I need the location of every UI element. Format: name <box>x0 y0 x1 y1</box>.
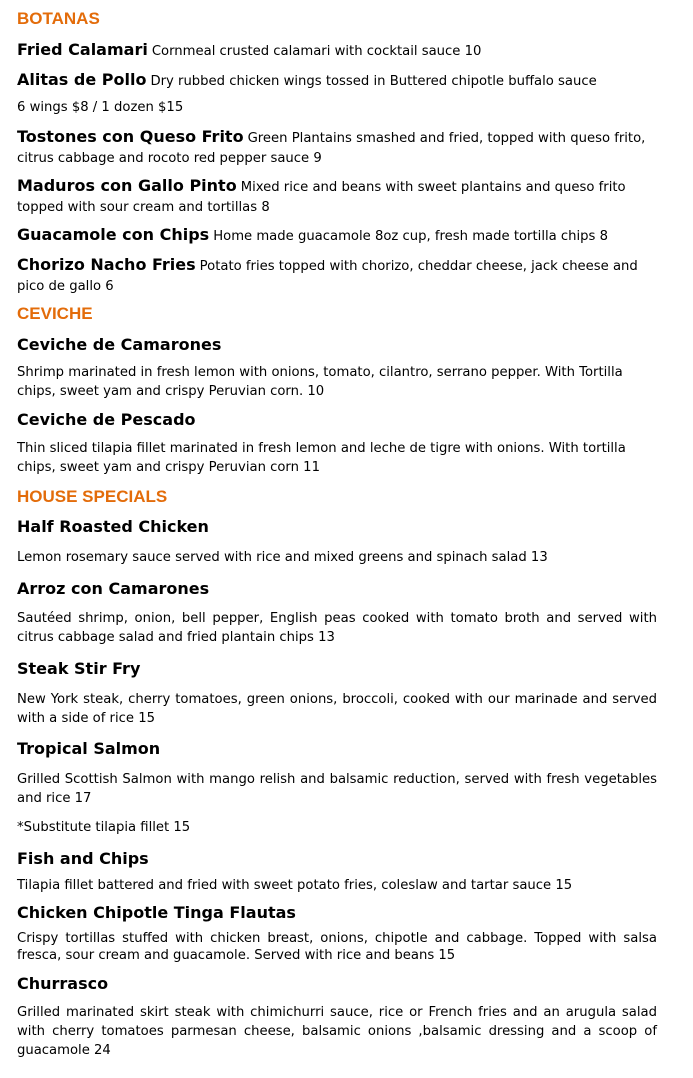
section-title-house-specials: HOUSE SPECIALS <box>17 487 168 506</box>
item-description: Home made guacamole 8oz cup, fresh made tortilla chips 8 <box>213 229 609 244</box>
item-name: Chorizo Nacho Fries <box>17 255 196 274</box>
item-description: Potato fries topped with chorizo, cheddar cheese, jack cheese and pico de gallo 6 <box>17 259 638 294</box>
item-name: Half Roasted Chicken <box>17 517 209 536</box>
item-name: Tropical Salmon <box>17 739 161 758</box>
item-name: Fried Calamari <box>17 40 148 59</box>
item-name: Alitas de Pollo <box>17 70 147 89</box>
menu-item-tostones <box>17 127 657 168</box>
menu-item-fried-calamari <box>17 40 657 61</box>
item-name: Churrasco <box>17 974 109 993</box>
menu-item-guacamole <box>17 225 657 246</box>
item-name: Guacamole con Chips <box>17 225 210 244</box>
menu-item-chorizo-nacho-fries <box>17 255 657 296</box>
item-name: Fish and Chips <box>17 849 149 868</box>
item-price-options: 6 wings $8 / 1 dozen $15 <box>17 100 184 115</box>
item-description: Dry rubbed chicken wings tossed in Buttered chipotle buffalo sauce <box>150 74 597 89</box>
item-substitution-note: *Substitute tilapia fillet 15 <box>17 820 191 835</box>
item-name: Arroz con Camarones <box>17 579 210 598</box>
item-description: Cornmeal crusted calamari with cocktail sauce 10 <box>151 44 482 59</box>
item-description: Thin sliced tilapia fillet marinated in fresh lemon and leche de tigre with onions. With tortilla chips, sweet yam and crispy Peruvian corn 11 <box>17 441 626 475</box>
item-description: Grilled Scottish Salmon with mango relish and balsamic reduction, served with fresh vegetables and rice 17 <box>17 772 657 806</box>
item-description: Shrimp marinated in fresh lemon with onions, tomato, cilantro, serrano pepper. With Tortilla chips, sweet yam and crispy Peruvian corn. 10 <box>17 365 623 399</box>
item-name: Maduros con Gallo Pinto <box>17 176 237 195</box>
item-description: Lemon rosemary sauce served with rice and mixed greens and spinach salad 13 <box>17 550 548 565</box>
item-name: Steak Stir Fry <box>17 659 141 678</box>
item-description: Crispy tortillas stuffed with chicken breast, onions, chipotle and cabbage. Topped with salsa fresca, sour cream and guacamole. Served with rice and beans 15 <box>17 931 657 963</box>
item-description: Green Plantains smashed and fried, topped with queso frito, citrus cabbage and rocoto red pepper sauce 9 <box>17 131 646 166</box>
item-name: Chicken Chipotle Tinga Flautas <box>17 903 296 922</box>
section-title-ceviche: CEVICHE <box>17 304 93 323</box>
item-name: Tostones con Queso Frito <box>17 127 244 146</box>
item-name: Ceviche de Camarones <box>17 335 222 354</box>
item-name: Ceviche de Pescado <box>17 410 196 429</box>
item-description: Mixed rice and beans with sweet plantains and queso frito topped with sour cream and tortillas 8 <box>17 180 626 215</box>
item-description: New York steak, cherry tomatoes, green onions, broccoli, cooked with our marinade and served with a side of rice 15 <box>17 692 657 726</box>
item-description: Grilled marinated skirt steak with chimichurri sauce, rice or French fries and an arugula salad with cherry tomatoes parmesan cheese, balsamic onions ,balsamic dressing and a scoop of guacamole 24 <box>17 1005 657 1058</box>
item-description: Tilapia fillet battered and fried with sweet potato fries, coleslaw and tartar sauce 15 <box>17 878 573 893</box>
section-title-botanas: BOTANAS <box>17 9 100 28</box>
menu-item-maduros <box>17 176 657 217</box>
item-description: Sautéed shrimp, onion, bell pepper, English peas cooked with tomato broth and served with citrus cabbage salad and fried plantain chips 13 <box>17 611 657 645</box>
menu-item-alitas-de-pollo <box>17 70 657 91</box>
